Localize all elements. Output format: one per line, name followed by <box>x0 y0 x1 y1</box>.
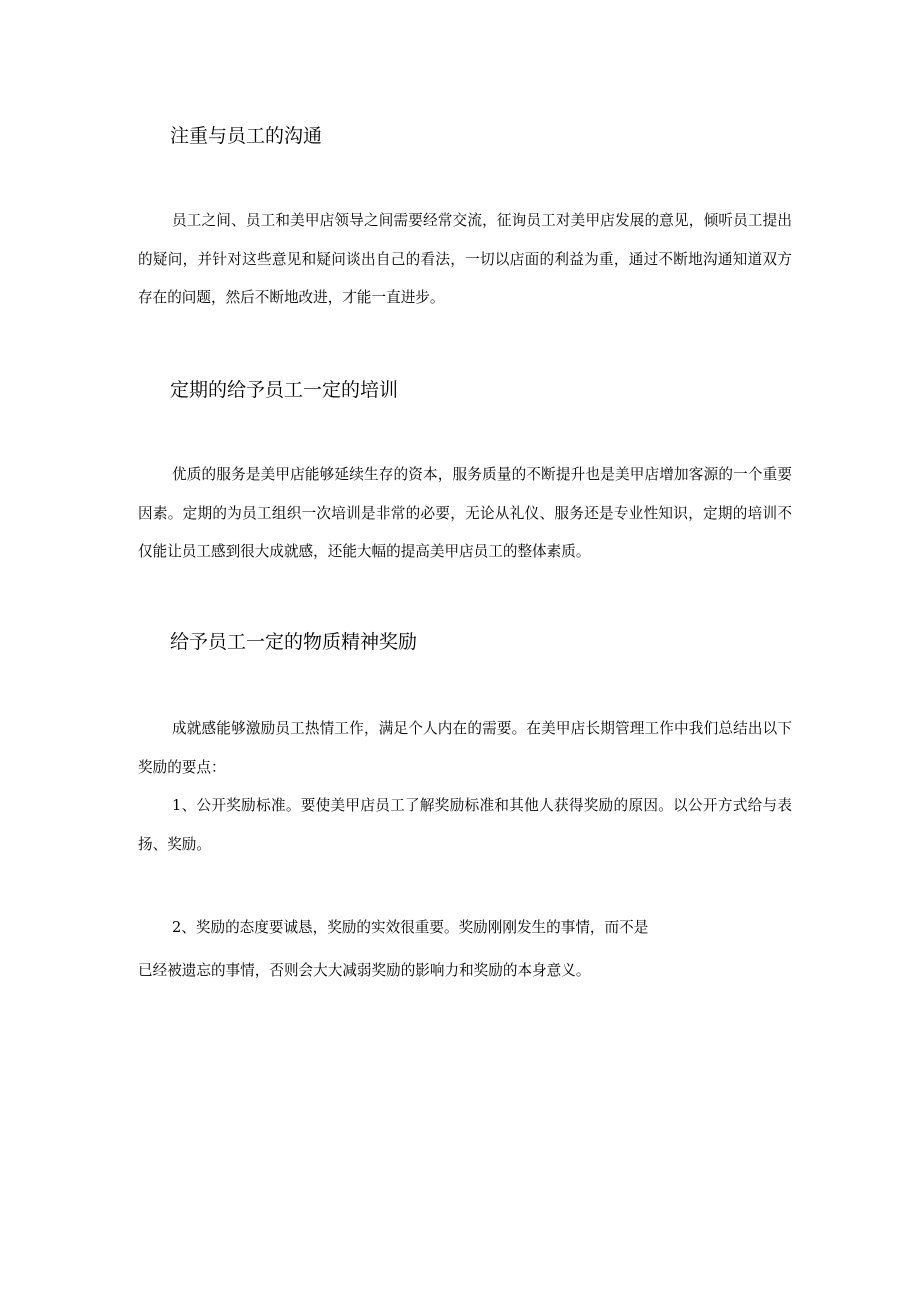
paragraph-reward-point-1: 1、公开奖励标准。要使美甲店员工了解奖励标准和其他人获得奖励的原因。以公开方式给与表扬、奖励。 <box>138 797 792 853</box>
section-heading-communication: 注重与员工的沟通 <box>170 125 323 147</box>
paragraph-communication: 员工之间、员工和美甲店领导之间需要经常交流，征询员工对美甲店发展的意见，倾听员工提出的疑问，并针对这些意见和疑问谈出自己的看法，一切以店面的利益为重，通过不断地沟通知道双方存在的问题，然后不断地改进，才能一直进步。 <box>138 212 792 306</box>
section-heading-training: 定期的给予员工一定的培训 <box>170 379 399 401</box>
section-heading-rewards: 给予员工一定的物质精神奖励 <box>170 631 418 653</box>
reward-point-2-line-1: 2、奖励的态度要诚恳，奖励的实效很重要。奖励刚刚发生的事情，而不是 <box>172 919 649 936</box>
paragraph-rewards-intro: 成就感能够激励员工热情工作，满足个人内在的需要。在美甲店长期管理工作中我们总结出以下奖励的要点： <box>138 720 792 776</box>
paragraph-training: 优质的服务是美甲店能够延续生存的资本，服务质量的不断提升也是美甲店增加客源的一个重要因素。定期的为员工组织一次培训是非常的必要，无论从礼仪、服务还是专业性知识，定期的培训不仅能让员工感到很大成就感，还能大幅的提高美甲店员工的整体素质。 <box>138 466 792 560</box>
reward-point-2-line-2: 已经被遗忘的事情，否则会大大减弱奖励的影响力和奖励的本身意义。 <box>138 962 591 979</box>
